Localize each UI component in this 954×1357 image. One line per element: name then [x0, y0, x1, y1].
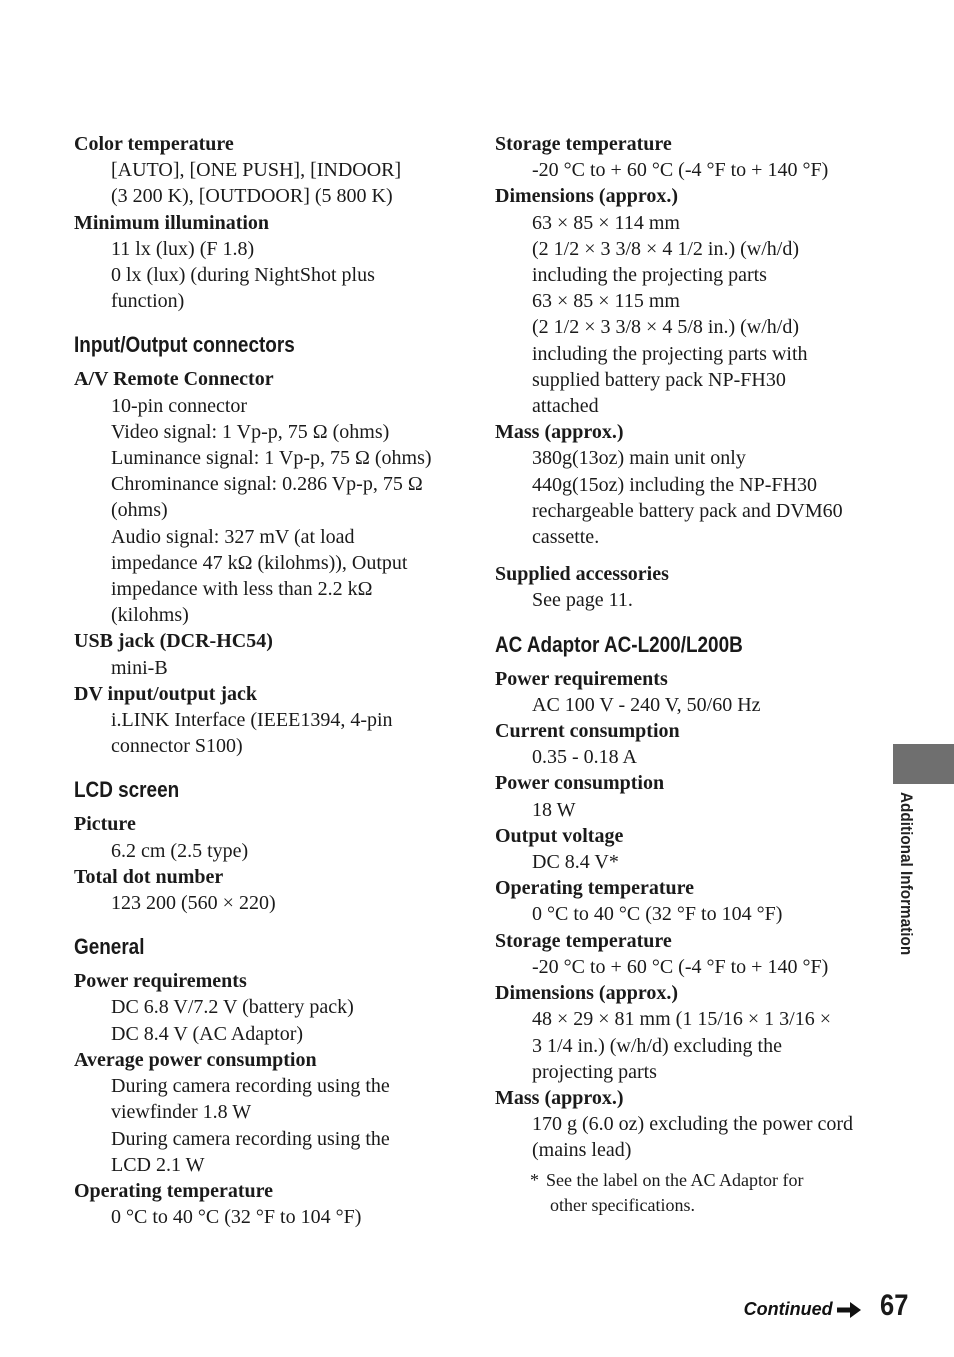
spec-label: Picture: [74, 813, 136, 836]
spec-mass: [495, 419, 875, 550]
spec-ac-power-consumption: [495, 770, 875, 822]
spec-ac-mass: [495, 1085, 875, 1164]
spec-value: (3 200 K), [OUTDOOR] (5 800 K): [111, 185, 393, 208]
spec-label: Total dot number: [74, 865, 224, 888]
spec-average-power-consumption: [74, 1047, 464, 1178]
spec-value: 0 °C to 40 °C (32 °F to 104 °F): [111, 1206, 362, 1229]
spec-storage-temperature: [495, 131, 875, 183]
page-number: 67: [879, 1289, 908, 1322]
footnote-star: *: [530, 1169, 539, 1190]
spec-value: DC 8.4 V*: [532, 851, 619, 874]
spec-value: 170 g (6.0 oz) excluding the power cord: [532, 1113, 854, 1136]
spec-value: Video signal: 1 Vp-p, 75 Ω (ohms): [111, 420, 390, 443]
spec-value: 0.35 - 0.18 A: [532, 746, 637, 769]
spec-value: AC 100 V - 240 V, 50/60 Hz: [532, 693, 761, 716]
spacer: [495, 550, 875, 561]
spec-value: including the projecting parts: [532, 264, 767, 287]
spec-value: See page 11.: [532, 589, 633, 612]
spec-value: (mains lead): [532, 1139, 632, 1162]
spec-usb-jack: [74, 628, 464, 680]
spec-value: DC 6.8 V/7.2 V (battery pack): [111, 996, 354, 1019]
spec-value: 380g(13oz) main unit only: [532, 447, 746, 470]
spec-value: 6.2 cm (2.5 type): [111, 839, 249, 862]
spec-label: Storage temperature: [495, 929, 672, 952]
spec-value: connector S100): [111, 735, 243, 758]
spec-ac-operating-temperature: [495, 875, 875, 927]
spec-value: mini-B: [111, 656, 168, 679]
spec-value: (ohms): [111, 499, 168, 522]
spec-value: Chrominance signal: 0.286 Vp-p, 75 Ω: [111, 473, 423, 496]
spec-value: supplied battery pack NP-FH30: [532, 368, 786, 391]
spec-value: 63 × 85 × 115 mm: [532, 290, 680, 313]
spec-value: function): [111, 290, 185, 313]
spec-value: impedance 47 kΩ (kilohms)), Output: [111, 551, 408, 574]
spec-label: USB jack (DCR-HC54): [74, 630, 273, 653]
side-section-label: Additional Information: [897, 792, 916, 956]
spec-color-temperature: [74, 131, 464, 210]
spec-value: LCD 2.1 W: [111, 1153, 205, 1176]
spec-value: 0 lx (lux) (during NightShot plus: [111, 264, 375, 287]
spec-ac-power-requirements: [495, 666, 875, 718]
spec-label: Dimensions (approx.): [495, 185, 678, 208]
spec-value: Luminance signal: 1 Vp-p, 75 Ω (ohms): [111, 447, 432, 470]
spec-value: Audio signal: 327 mV (at load: [111, 525, 355, 548]
spec-label: DV input/output jack: [74, 682, 258, 705]
spec-ac-dimensions: [495, 980, 875, 1085]
section-title-input-output: Input/Output connectors: [74, 332, 295, 358]
left-column: [74, 131, 464, 1230]
page-footer: [744, 1288, 908, 1324]
spec-value: (kilohms): [111, 604, 189, 627]
spec-supplied-accessories: [495, 561, 875, 613]
spec-value: cassette.: [532, 526, 600, 549]
spec-value: rechargeable battery pack and DVM60: [532, 499, 843, 522]
spec-value: 48 × 29 × 81 mm (1 15/16 × 1 3/16 ×: [532, 1008, 832, 1031]
footnote-line: See the label on the AC Adaptor for: [546, 1169, 804, 1190]
spec-value: 63 × 85 × 114 mm: [532, 211, 680, 234]
spec-operating-temperature: [74, 1178, 464, 1230]
spec-label: Supplied accessories: [495, 563, 669, 586]
spec-value: 123 200 (560 × 220): [111, 892, 276, 915]
spec-value: viewfinder 1.8 W: [111, 1101, 252, 1124]
spec-label: Power consumption: [495, 772, 665, 795]
spec-value: -20 °C to + 60 °C (-4 °F to + 140 °F): [532, 955, 829, 978]
spec-value: 0 °C to 40 °C (32 °F to 104 °F): [532, 903, 783, 926]
spec-label: Operating temperature: [495, 877, 695, 900]
spec-value: including the projecting parts with: [532, 342, 808, 365]
spec-label: Operating temperature: [74, 1179, 274, 1202]
spec-label: Mass (approx.): [495, 1086, 624, 1109]
spec-value: DC 8.4 V (AC Adaptor): [111, 1022, 304, 1045]
spec-value: -20 °C to + 60 °C (-4 °F to + 140 °F): [532, 159, 829, 182]
right-arrow-icon: [837, 1302, 861, 1318]
spec-dimensions: [495, 183, 875, 419]
spec-value: (2 1/2 × 3 3/8 × 4 5/8 in.) (w/h/d): [532, 316, 799, 339]
spec-picture: [74, 811, 464, 863]
spec-value: attached: [532, 395, 599, 418]
section-title-ac-adaptor: AC Adaptor AC-L200/L200B: [495, 631, 743, 657]
spec-label: Minimum illumination: [74, 211, 270, 234]
spec-label: Color temperature: [74, 133, 234, 155]
spec-ac-output-voltage: [495, 823, 875, 875]
spec-label: Average power consumption: [74, 1048, 317, 1071]
section-title-general: General: [74, 934, 145, 960]
section-title-lcd-screen: LCD screen: [74, 777, 180, 803]
spec-dv-jack: [74, 681, 464, 760]
spec-av-remote-connector: [74, 366, 464, 628]
spec-value: 18 W: [532, 798, 576, 821]
spec-value: projecting parts: [532, 1060, 657, 1083]
spec-label: Output voltage: [495, 824, 624, 847]
spec-value: i.LINK Interface (IEEE1394, 4-pin: [111, 709, 393, 732]
spec-label: Power requirements: [495, 667, 668, 690]
spec-label: Dimensions (approx.): [495, 982, 678, 1005]
spec-label: Power requirements: [74, 970, 247, 993]
spec-value: (2 1/2 × 3 3/8 × 4 1/2 in.) (w/h/d): [532, 237, 799, 260]
spec-total-dot-number: [74, 864, 464, 916]
section-tab-marker: [893, 744, 954, 784]
spec-value: During camera recording using the: [111, 1075, 390, 1098]
spec-minimum-illumination: [74, 210, 464, 315]
spec-value: 11 lx (lux) (F 1.8): [111, 237, 255, 260]
spec-value: 10-pin connector: [111, 394, 248, 417]
footnote-line: other specifications.: [550, 1194, 695, 1215]
footnote: [495, 1168, 875, 1218]
spec-value: [AUTO], [ONE PUSH], [INDOOR]: [111, 159, 402, 182]
spec-label: A/V Remote Connector: [74, 368, 274, 391]
continued-label: Continued: [743, 1299, 833, 1319]
spec-value: impedance with less than 2.2 kΩ: [111, 578, 373, 601]
spec-value: 440g(15oz) including the NP-FH30: [532, 473, 817, 496]
spec-value: 3 1/4 in.) (w/h/d) excluding the: [532, 1034, 782, 1057]
spec-value: During camera recording using the: [111, 1127, 390, 1150]
spec-label: Current consumption: [495, 720, 680, 743]
spec-label: Storage temperature: [495, 133, 672, 155]
spec-ac-current-consumption: [495, 718, 875, 770]
spec-label: Mass (approx.): [495, 421, 624, 444]
right-column: [495, 131, 875, 1218]
spec-power-requirements: [74, 968, 464, 1047]
spec-ac-storage-temperature: [495, 928, 875, 980]
